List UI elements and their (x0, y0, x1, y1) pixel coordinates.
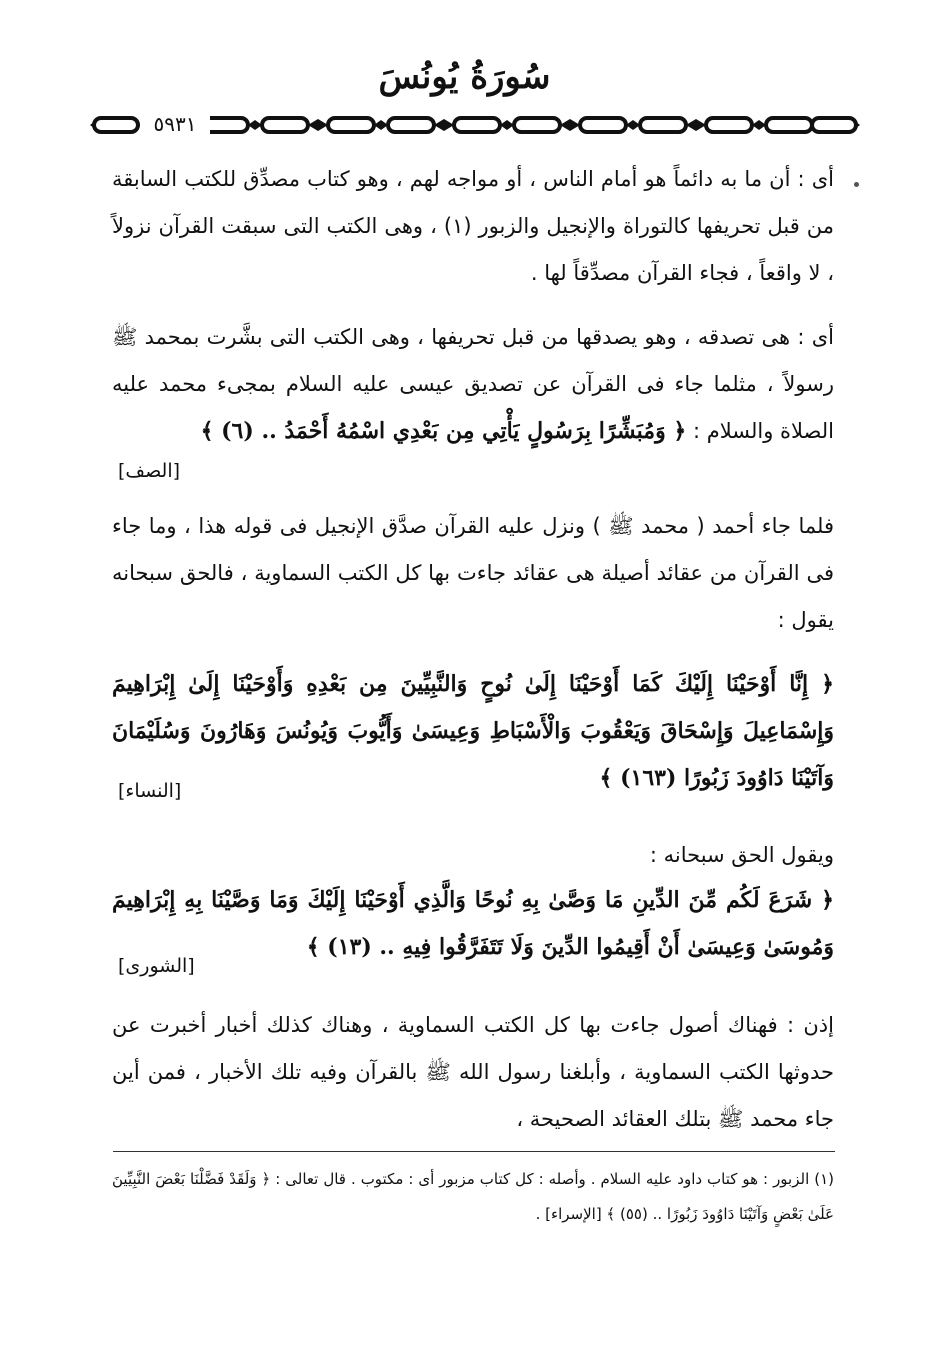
paragraph-2-text: أى : هى تصدقه ، وهو يصدقها من قبل تحريفها ، وهى الكتب التى بشَّرت بمحمد ﷺ رسولاً ، مثلما جاء فى القرآن عن تصديق عيسى عليه السلام بمجىء محمد عليه الصلاة والسلام : (112, 325, 834, 443)
page-number: ٥٩٣١ (140, 111, 210, 137)
quran-verse-shura: ﴿ شَرَعَ لَكُم مِّنَ الدِّينِ مَا وَصَّىٰ بِهِ نُوحًا وَالَّذِي أَوْحَيْنَا إِلَيْكَ وَمَا وَصَّيْنَا بِهِ إِبْرَاهِيمَ وَمُوسَىٰ وَعِيسَىٰ أَنْ أَقِيمُوا الدِّينَ وَلَا تَتَفَرَّقُوا فِيهِ .. (١٣) ﴾ (112, 887, 834, 960)
surah-reference-nisa: [النساء] (118, 780, 182, 802)
quran-verse-saff: ﴿ وَمُبَشِّرًا بِرَسُولٍ يَأْتِي مِن بَعْدِي اسْمُهُ أَحْمَدُ .. (٦) ﴾ (200, 418, 687, 444)
footnote-divider (113, 1151, 835, 1152)
paragraph-2 (112, 314, 872, 455)
surah-reference-saff: [الصف] (118, 460, 181, 482)
paragraph-3: فلما جاء أحمد ( محمد ﷺ ) ونزل عليه القرآن صدَّق الإنجيل فى قوله هذا ، وما جاء فى القرآن من عقائد أصيلة هى عقائد جاءت بها كل الكتب السماوية ، فالحق سبحانه يقول : (112, 514, 834, 632)
paragraph-7: إذن : فهناك أصول جاءت بها كل الكتب السماوية ، وهناك كذلك أخبار أخبرت عن حدوثها الكتب السماوية ، وأبلغنا رسول الله ﷺ بالقرآن وفيه تلك الأخبار ، فمن أين جاء محمد ﷺ بتلك العقائد الصحيحة ، (112, 1013, 834, 1131)
paragraph-5: ويقول الحق سبحانه : (649, 843, 834, 867)
quran-verse-nisa: ﴿ إِنَّا أَوْحَيْنَا إِلَيْكَ كَمَا أَوْحَيْنَا إِلَىٰ نُوحٍ وَالنَّبِيِّينَ مِن بَعْدِهِ وَأَوْحَيْنَا إِلَىٰ إِبْرَاهِيمَ وَإِسْمَاعِيلَ وَإِسْحَاقَ وَيَعْقُوبَ وَالْأَسْبَاطِ وَعِيسَىٰ وَأَيُّوبَ وَيُونُسَ وَهَارُونَ وَسُلَيْمَانَ وَآتَيْنَا دَاوُودَ زَبُورًا (١٦٣) ﴾ (112, 671, 834, 791)
surah-title: سُورَةُ يُونُسَ (378, 57, 551, 97)
paragraph-1: أى : أن ما به دائماً هو أمام الناس ، أو مواجه لهم ، وهو كتاب مصدِّق للكتب السابقة من قبل تحريفها كالتوراة والإنجيل والزبور (١) ، وهى الكتب التى سبقت القرآن نزولاً ، لا واقعاً ، فجاء القرآن مصدِّقاً لها . (112, 167, 835, 285)
surah-reference-shura: [الشورى] (118, 955, 195, 977)
footnote: (١) الزبور : هو كتاب داود عليه السلام . وأصله : كل كتاب مزبور أى : مكتوب . قال تعالى : ﴿ وَلَقَدْ فَضَّلْنَا بَعْضَ النَّبِيِّينَ عَلَىٰ بَعْضٍ وَآتَيْنَا دَاوُودَ زَبُورًا .. (٥٥) ﴾ [الإسراء] . (112, 1170, 834, 1223)
